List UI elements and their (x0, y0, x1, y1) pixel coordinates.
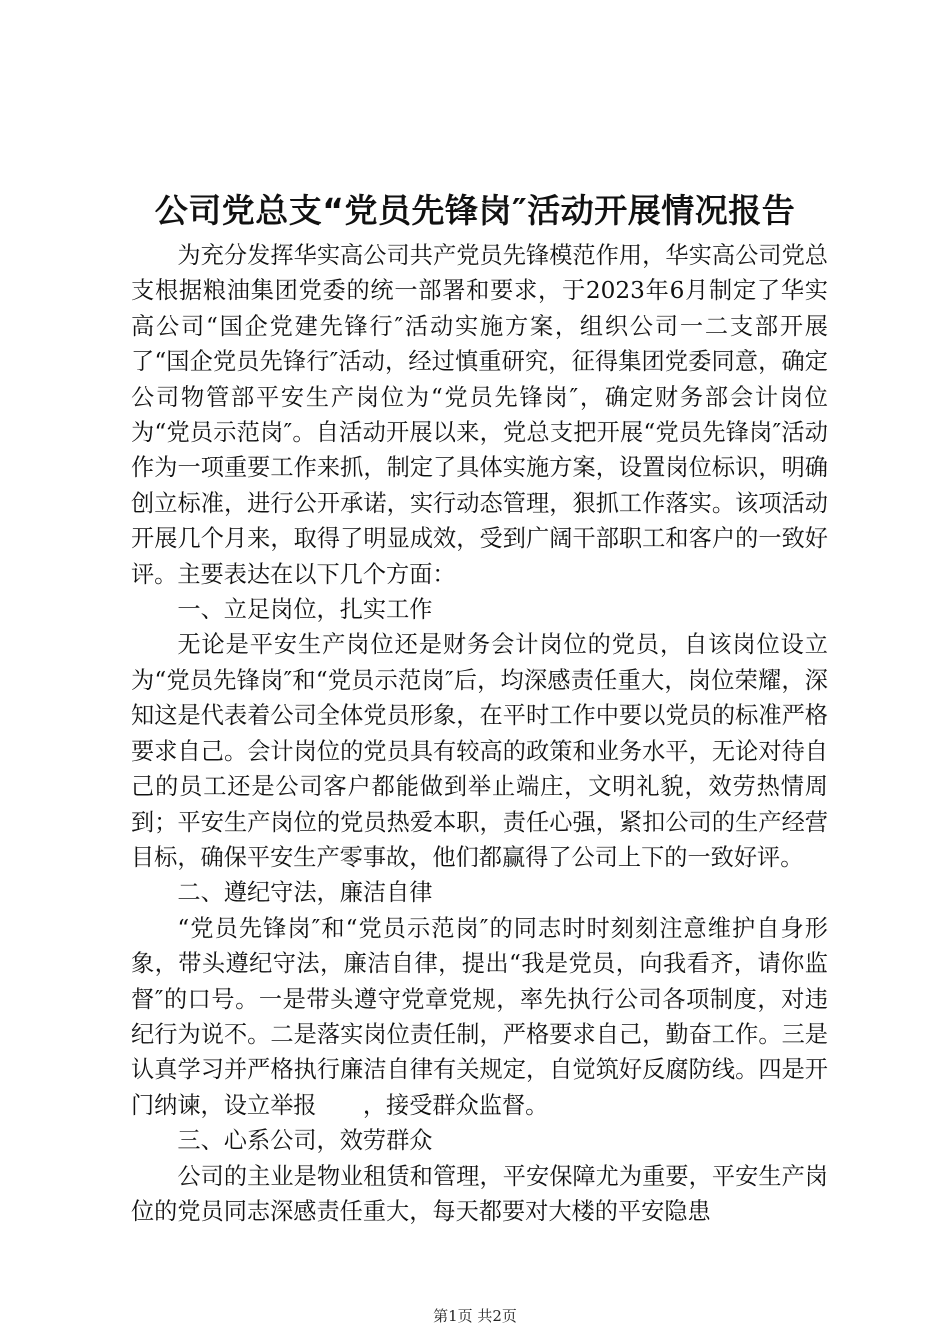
intro-paragraph: 为充分发挥华实高公司共产党员先锋模范作用，华实高公司党总支根据粮油集团党委的统一部署和要求，于2023年6月制定了华实高公司“国企党建先锋行″活动实施方案，组织公司一二支部开展了“国企党员先锋行″活动，经过慎重研究，征得集团党委同意，确定公司物管部平安生产岗位为“党员先锋岗″，确定财务部会计岗位为“党员示范岗″。自活动开展以来，党总支把开展“党员先锋岗″活动作为一项重要工作来抓，制定了具体实施方案，设置岗位标识，明确创立标准，进行公开承诺，实行动态管理，狠抓工作落实。该项活动开展几个月来，取得了明显成效，受到广阔干部职工和客户的一致好评。主要表达在以下几个方面： (131, 242, 828, 588)
section-3-paragraph: 公司的主业是物业租赁和管理，平安保障尤为重要，平安生产岗位的党员同志深感责任重大，每天都要对大楼的平安隐患 (131, 1162, 828, 1225)
section-2-paragraph: “党员先锋岗″和“党员示范岗″的同志时时刻刻注意维护自身形象，带头遵纪守法，廉洁自律，提出“我是党员，向我看齐，请你监督″的口号。一是带头遵守党章党规，率先执行公司各项制度，对违纪行为说不。二是落实岗位责任制，严格要求自己，勤奋工作。三是认真学习并严格执行廉洁自律有关规定，自觉筑好反腐防线。四是开门纳谏，设立举报 ，接受群众监督。 (131, 914, 828, 1119)
section-heading-3: 三、心系公司，效劳群众 (177, 1127, 433, 1155)
page-footer: 第1页 共2页 (433, 1307, 517, 1325)
document-title: 公司党总支“党员先锋岗″活动开展情况报告 (154, 191, 796, 230)
section-heading-2: 二、遵纪守法，廉洁自律 (177, 879, 433, 907)
section-heading-1: 一、立足岗位，扎实工作 (177, 596, 433, 624)
document-body (131, 238, 828, 1229)
section-1-paragraph: 无论是平安生产岗位还是财务会计岗位的党员，自该岗位设立为“党员先锋岗″和“党员示范岗″后，均深感责任重大，岗位荣耀，深知这是代表着公司全体党员形象，在平时工作中要以党员的标准严格要求自己。会计岗位的党员具有较高的政策和业务水平，无论对待自己的员工还是公司客户都能做到举止端庄，文明礼貌，效劳热情周到；平安生产岗位的党员热爱本职，责任心强，紧扣公司的生产经营目标，确保平安生产零事故，他们都赢得了公司上下的一致好评。 (131, 631, 828, 871)
